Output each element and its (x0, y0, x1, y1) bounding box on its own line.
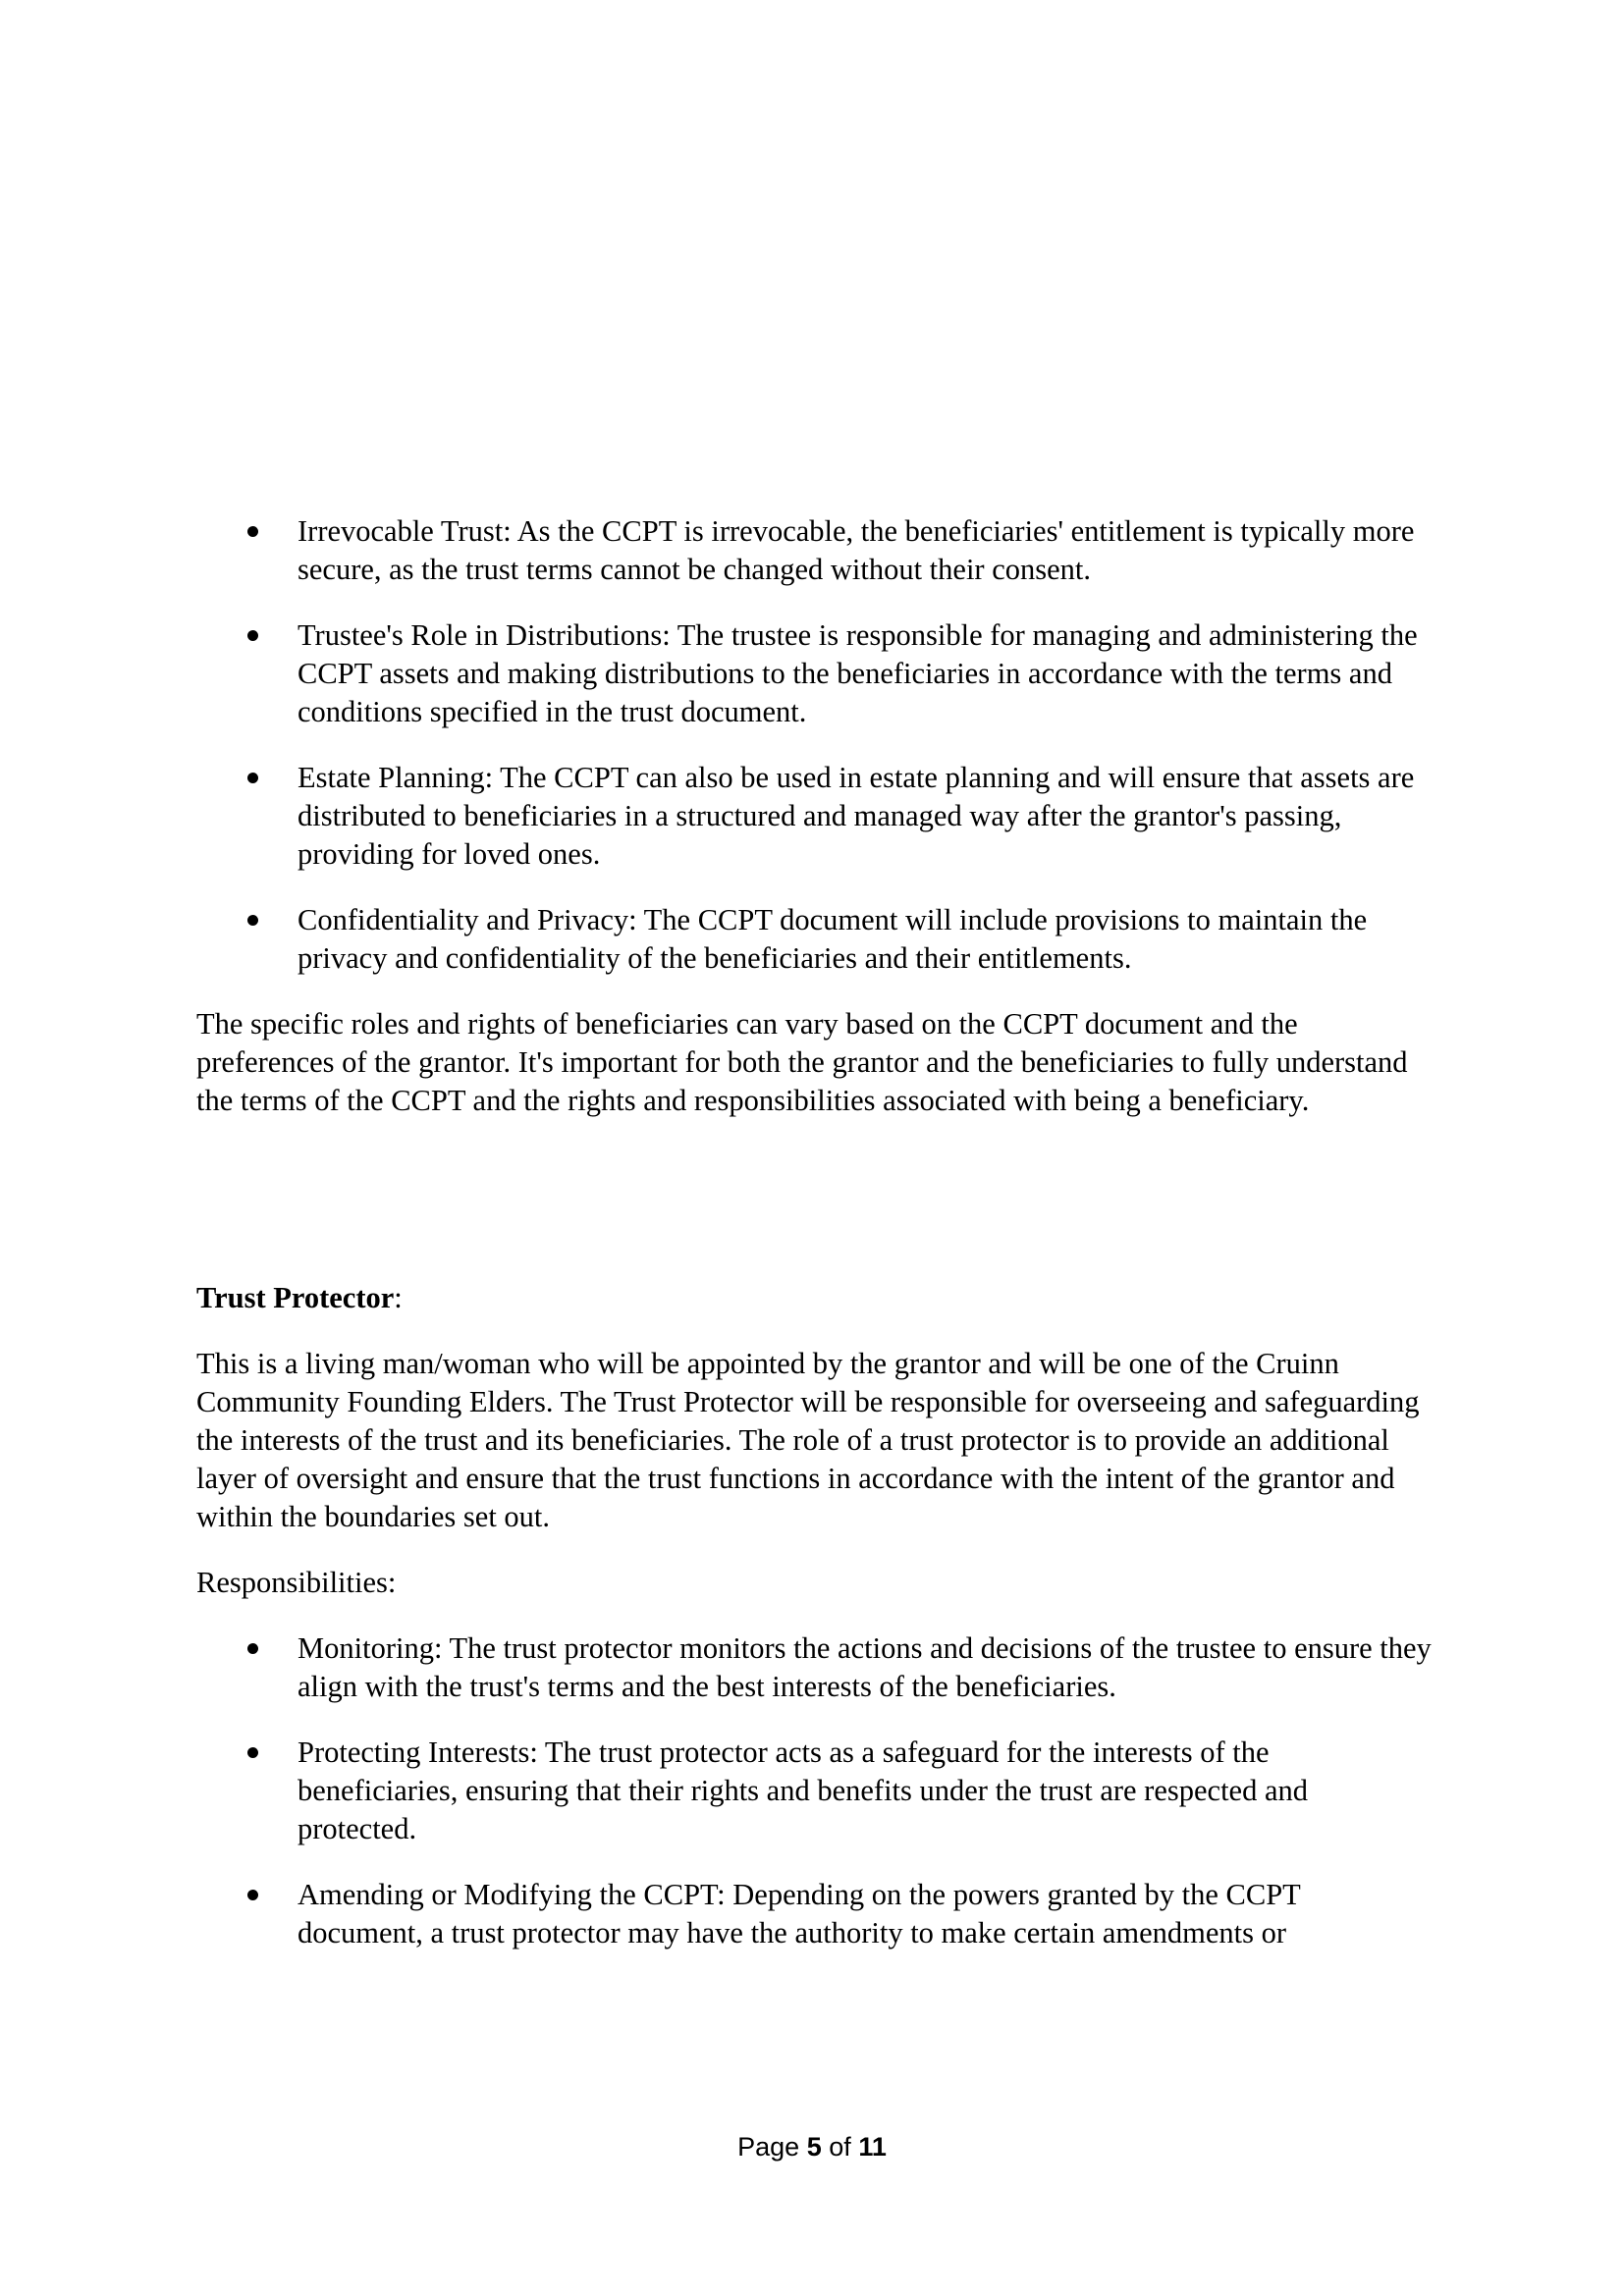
heading-colon: : (394, 1281, 403, 1314)
list-item-text: Irrevocable Trust: As the CCPT is irrevocable, the beneficiaries' entitlement is typically more secure, as the trust terms cannot be changed without their consent. (298, 514, 1415, 586)
page-footer (0, 2130, 1624, 2163)
list-item-text: Protecting Interests: The trust protector acts as a safeguard for the interests of the beneficiaries, ensuring that their rights and benefits under the trust are respected and protected. (298, 1735, 1308, 1845)
bullet-icon (247, 630, 258, 641)
beneficiary-bullet-list (196, 512, 1432, 978)
bullet-icon (247, 1643, 258, 1654)
list-item-text: Confidentiality and Privacy: The CCPT document will include provisions to maintain the privacy and confidentiality of the beneficiaries and their entitlements. (298, 903, 1368, 975)
list-item (196, 759, 1432, 874)
section-heading-trust-protector (196, 1279, 1432, 1317)
paragraph-beneficiary-summary: The specific roles and rights of beneficiaries can vary based on the CCPT document and the preferences of the grantor. It's important for both the grantor and the beneficiaries to fully understand the terms of the CCPT and the rights and responsibilities associated with being a beneficiary. (196, 1007, 1408, 1117)
list-item-text: Trustee's Role in Distributions: The trustee is responsible for managing and administering the CCPT assets and making distributions to the beneficiaries in accordance with the terms and conditions specified in the trust document. (298, 618, 1418, 728)
bullet-icon (247, 1890, 258, 1900)
bullet-icon (247, 773, 258, 783)
list-item (196, 1876, 1432, 1952)
footer-page-label: Page (737, 2132, 800, 2162)
bullet-icon (247, 915, 258, 926)
list-item-text: Estate Planning: The CCPT can also be used in estate planning and will ensure that assets are distributed to beneficiaries in a structured and managed way after the grantor's passing, providing for loved ones. (298, 761, 1415, 871)
list-item (196, 616, 1432, 731)
bullet-icon (247, 1747, 258, 1758)
list-item (196, 512, 1432, 589)
bullet-icon (247, 526, 258, 537)
footer-of-label: of (829, 2132, 851, 2162)
list-item-text: Amending or Modifying the CCPT: Depending on the powers granted by the CCPT document, a trust protector may have the authority to make certain amendments or (298, 1878, 1301, 1949)
list-item (196, 901, 1432, 978)
paragraph-responsibilities-label: Responsibilities: (196, 1566, 397, 1599)
footer-total-pages: 11 (858, 2132, 887, 2162)
list-item-text: Monitoring: The trust protector monitors the actions and decisions of the trustee to ensure they align with the trust's terms and the best interests of the beneficiaries. (298, 1631, 1432, 1703)
responsibilities-bullet-list (196, 1629, 1432, 1952)
heading-bold-text: Trust Protector (196, 1281, 395, 1314)
list-item (196, 1629, 1432, 1706)
footer-page-number: 5 (806, 2132, 822, 2162)
list-item (196, 1734, 1432, 1848)
page-content (196, 512, 1432, 1980)
paragraph-trust-protector-intro: This is a living man/woman who will be appointed by the grantor and will be one of the Cruinn Community Founding Elders. The Trust Protector will be responsible for overseeing and safeguarding the interests of the trust and its beneficiaries. The role of a trust protector is to provide an additional layer of oversight and ensure that the trust functions in accordance with the intent of the grantor and within the boundaries set out. (196, 1347, 1420, 1533)
